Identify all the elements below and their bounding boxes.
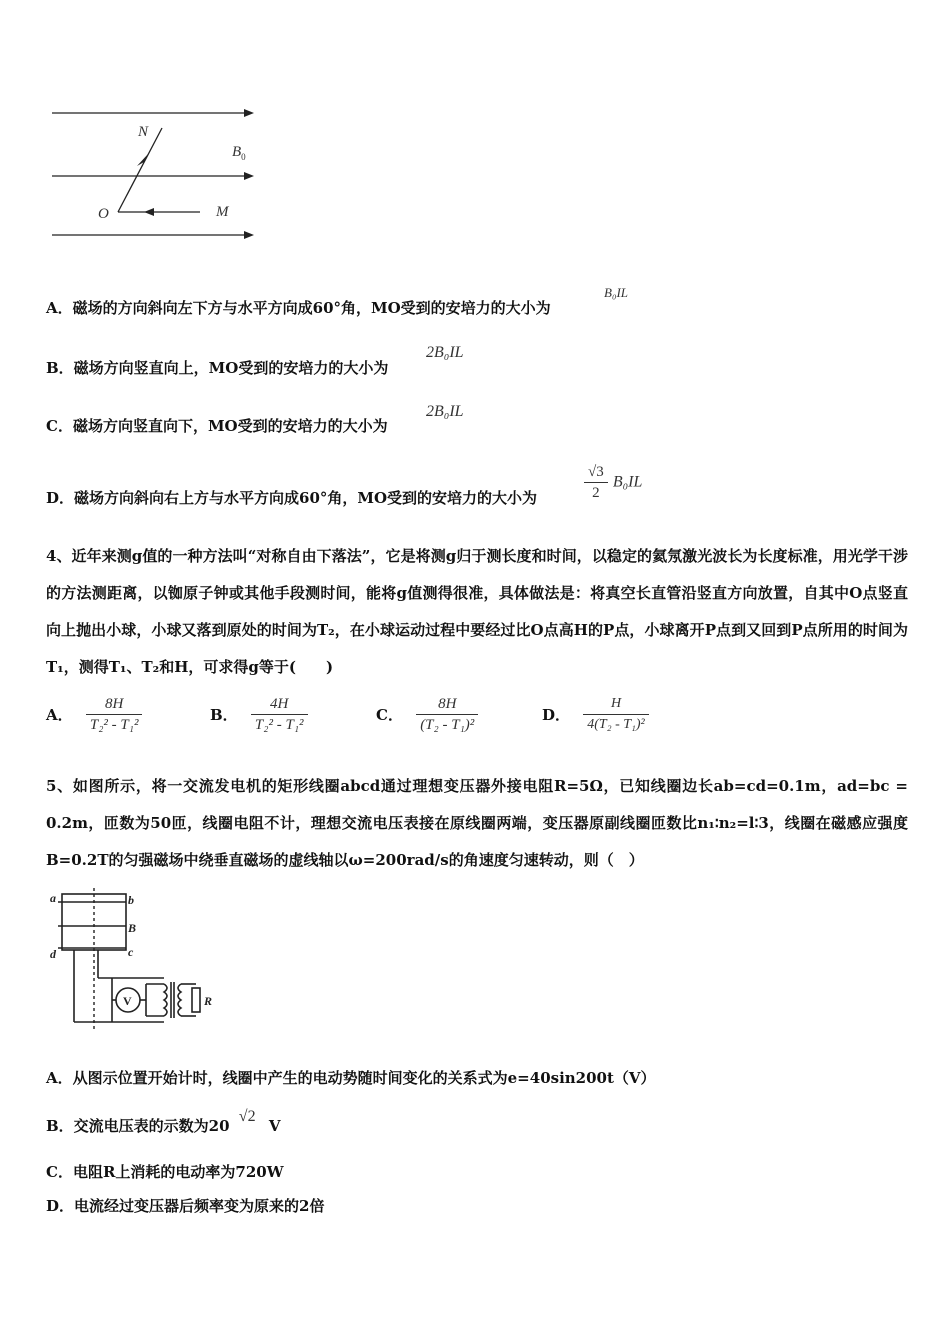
q5-option-d: D．电流经过变压器后频率变为原来的2倍 [46, 1197, 325, 1215]
q3-option-c [46, 416, 388, 436]
q5-stem: 5、如图所示，将一交流发电机的矩形线圈abcd通过理想变压器外接电阻R=5Ω，已知线圈边长ab=cd=0.1m，ad=bc = 0.2m，匝数为50匝，线圈电阻不计，理想交流电压表接在原线圈两端，变压器原副线圈匝数比n₁∶n₂=l∶3，线圈在磁感应强度B=0.2T的匀强磁场中绕垂直磁场的虚线轴以ω=200rad/s的角速度匀速转动，则（ ） [46, 777, 908, 869]
q3-option-a-formula: B₀IL [604, 285, 629, 300]
coil-label-a: a [50, 891, 56, 905]
q4-choice-d [542, 694, 649, 735]
q4-choice-a-fraction [86, 694, 143, 735]
q4-choice-b-fraction [251, 694, 308, 735]
coil-label-d: d [50, 947, 56, 961]
q5-option-b-unit: V [268, 1117, 281, 1135]
fraction-tail: B₀IL [612, 473, 643, 491]
q3-option-d-text: D．磁场方向斜向右上方与水平方向成60°角，MO受到的安培力的大小为 [46, 489, 538, 507]
label-B0: $B_0$ [232, 144, 246, 162]
label-N: N [138, 124, 149, 140]
resistor-label-R: R [204, 994, 213, 1008]
q4-choice-c-fraction [416, 694, 478, 735]
sqrt3-over-2-fraction [584, 462, 608, 503]
q4-choice-b-den: T₂² - T₁² [254, 717, 304, 733]
q4-choice-c-label: C． [376, 706, 403, 724]
q3-option-b [46, 358, 388, 378]
q4-choice-a [46, 694, 142, 735]
q4-choice-a-den: T₂² - T₁² [89, 717, 139, 733]
q4-choice-c-den: (T₂ - T₁)² [420, 717, 475, 733]
q3-option-d-formula [584, 462, 642, 503]
q4-choice-b-num: 4H [251, 694, 308, 715]
q4-choice-d-fraction [583, 694, 649, 735]
arrow-on-rod-MO [144, 208, 154, 216]
q4-choice-d-num: H [583, 694, 649, 715]
q3-option-b-formula: 2B₀IL [426, 344, 464, 361]
rod-ON [118, 128, 162, 212]
label-B0-sub: 0 [241, 152, 246, 162]
arrowhead-top [244, 109, 254, 117]
q4-choice-c-num: 8H [416, 694, 478, 715]
label-O: O [98, 206, 109, 222]
arrowhead-bottom [244, 231, 254, 239]
q4-choice-c [376, 694, 478, 735]
q4-choice-a-num: 8H [86, 694, 143, 715]
q3-option-c-formula: 2B₀IL [426, 403, 464, 420]
q5-option-c: C．电阻R上消耗的电动率为720W [46, 1163, 284, 1181]
q3-option-a [46, 298, 551, 318]
q5-option-b [46, 1108, 281, 1137]
q5-option-a: A．从图示位置开始计时，线圈中产生的电动势随时间变化的关系式为e=40sin200t（V） [46, 1069, 656, 1087]
q4-choice-d-label: D． [542, 706, 571, 724]
coil-label-c: c [128, 945, 134, 959]
q5-option-b-root: √2 [238, 1108, 256, 1125]
field-label-B: B [128, 921, 137, 935]
q4-choice-b [210, 694, 308, 735]
q3-option-b-text: B．磁场方向竖直向上，MO受到的安培力的大小为 [46, 359, 389, 377]
arrowhead-middle [244, 172, 254, 180]
magnetic-field-figure [40, 100, 270, 250]
voltmeter-label: V [123, 994, 132, 1008]
q4-choice-d-den: 4(T₂ - T₁)² [587, 717, 645, 732]
q4-choice-a-label: A． [46, 706, 73, 724]
fraction-denominator: 2 [592, 485, 600, 501]
q5-option-b-text: B．交流电压表的示数为20 [46, 1117, 230, 1135]
coil-label-b: b [128, 893, 134, 907]
label-M: M [216, 204, 229, 220]
q3-option-d [46, 488, 537, 508]
q3-option-a-text: A．磁场的方向斜向左下方与水平方向成60°角，MO受到的安培力的大小为 [46, 299, 551, 317]
generator-circuit-figure [40, 888, 230, 1033]
q4-choice-b-label: B． [210, 706, 238, 724]
q4-stem: 4、近年来测g值的一种方法叫“对称自由下落法”，它是将测g归于测长度和时间，以稳定的氦氖激光波长为长度标准，用光学干涉的方法测距离，以铷原子钟或其他手段测时间，能将g值测得很准，具体做法是：将真空长直管沿竖直方向放置，自其中O点竖直向上抛出小球，小球又落到原处的时间为T₂，在小球运动过程中要经过比O点高H的P点，小球离开P点到又回到P点所用的时间为T₁，测得T₁、T₂和H，可求得g等于( ) [46, 547, 908, 676]
q3-option-c-text: C．磁场方向竖直向下，MO受到的安培力的大小为 [46, 417, 388, 435]
fraction-numerator: √3 [584, 462, 608, 483]
